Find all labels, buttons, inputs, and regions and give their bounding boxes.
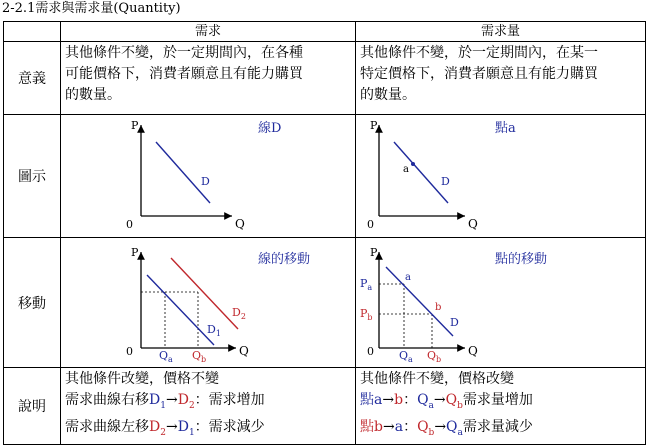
qd-meaning: [356, 42, 646, 115]
demand-curve-label: D: [441, 175, 450, 188]
header-row: [4, 22, 646, 42]
text-line: 可能價格下，消費者願意且有能力購買: [65, 66, 303, 82]
d2-label: $D_2$: [232, 306, 246, 321]
axis-q-label: Q: [235, 217, 245, 231]
origin-label: 0: [367, 345, 374, 358]
qa-label: $Q_a$: [399, 349, 413, 364]
demand-explanation: [61, 368, 356, 445]
text-line: 特定價格下，消費者願意且有能力購買: [360, 66, 598, 82]
col-header-quantity-demanded: 需求量: [356, 22, 646, 42]
text-line: 其他條件不變，於一定期間內，在某一: [360, 45, 598, 61]
point-a-label: a: [403, 164, 409, 175]
row-explanation: [4, 368, 646, 445]
axis-p-label: P: [370, 119, 378, 132]
demand-curve: [386, 267, 453, 336]
demand-curve: [156, 142, 210, 203]
demand-curve-d1: [147, 275, 214, 345]
graph-title: 點a: [495, 121, 516, 136]
axis-p-label: P: [131, 246, 139, 259]
text-line: 的數量。: [360, 87, 416, 103]
point-a-figure-cell: [356, 115, 646, 238]
graph-title: 點的移動: [495, 252, 548, 267]
point-a-graph: [356, 115, 645, 237]
text-line: 需求曲線右移$D_1\to D_2$：需求增加: [65, 392, 265, 411]
axis-q-label: Q: [468, 344, 478, 358]
row-label-meaning: 意義: [4, 42, 61, 115]
d1-label: $D_1$: [207, 323, 221, 338]
pa-label: $P_a$: [360, 277, 373, 292]
axis-p-label: P: [131, 119, 139, 132]
demand-curve-label: D: [201, 175, 210, 188]
graph-title: 線D: [258, 121, 282, 136]
text-line: 點a→b：$Q_a\to Q_b$需求量增加: [360, 392, 533, 411]
qd-explanation: [356, 368, 646, 445]
text-line: 的數量。: [65, 87, 121, 103]
demand-curve-d2: [171, 258, 238, 329]
axis-p-label: P: [370, 246, 378, 259]
col-header-demand: 需求: [61, 22, 356, 42]
origin-label: 0: [126, 345, 133, 358]
demand-curve-label: D: [450, 316, 459, 329]
movement-figure-cell: [356, 238, 646, 368]
text-line: 其他條件不變，價格改變: [360, 371, 514, 387]
graph-title: 線的移動: [258, 252, 311, 267]
origin-label: 0: [367, 218, 374, 231]
row-label-explanation: 說明: [4, 368, 61, 445]
demand-meaning: [61, 42, 356, 115]
point-b-label: b: [435, 302, 442, 313]
text-line: 需求曲線左移$D_2\to D_1$：需求減少: [65, 418, 265, 438]
text-line: 其他條件不變，於一定期間內，在各種: [65, 45, 303, 61]
text-line: 點b→a：$Q_b\to Q_a$需求量減少: [360, 418, 533, 438]
shift-figure-cell: [61, 238, 356, 368]
axis-q-label: Q: [239, 344, 249, 358]
pb-label: $P_b$: [360, 307, 373, 322]
point-a-marker: [411, 162, 415, 166]
corner-cell: [4, 22, 61, 42]
point-movement-graph: [356, 238, 645, 367]
qb-label: $Q_b$: [192, 349, 207, 364]
row-label-movement: 移動: [4, 238, 61, 368]
row-meaning: [4, 42, 646, 115]
row-movement: [4, 238, 646, 368]
demand-table: [3, 21, 646, 445]
qb-label: $Q_b$: [427, 349, 442, 364]
row-figure: [4, 115, 646, 238]
origin-label: 0: [126, 218, 133, 231]
point-a-label: a: [405, 272, 411, 283]
demand-line-figure-cell: [61, 115, 356, 238]
demand-shift-graph: [61, 238, 355, 367]
demand-line-graph: [61, 115, 355, 237]
qa-label: $Q_a$: [159, 349, 173, 364]
axis-q-label: Q: [468, 217, 478, 231]
text-line: 其他條件改變，價格不變: [65, 371, 219, 387]
page-heading: 2-2.1需求與需求量(Quantity): [2, 1, 181, 16]
row-label-figure: 圖示: [4, 115, 61, 238]
